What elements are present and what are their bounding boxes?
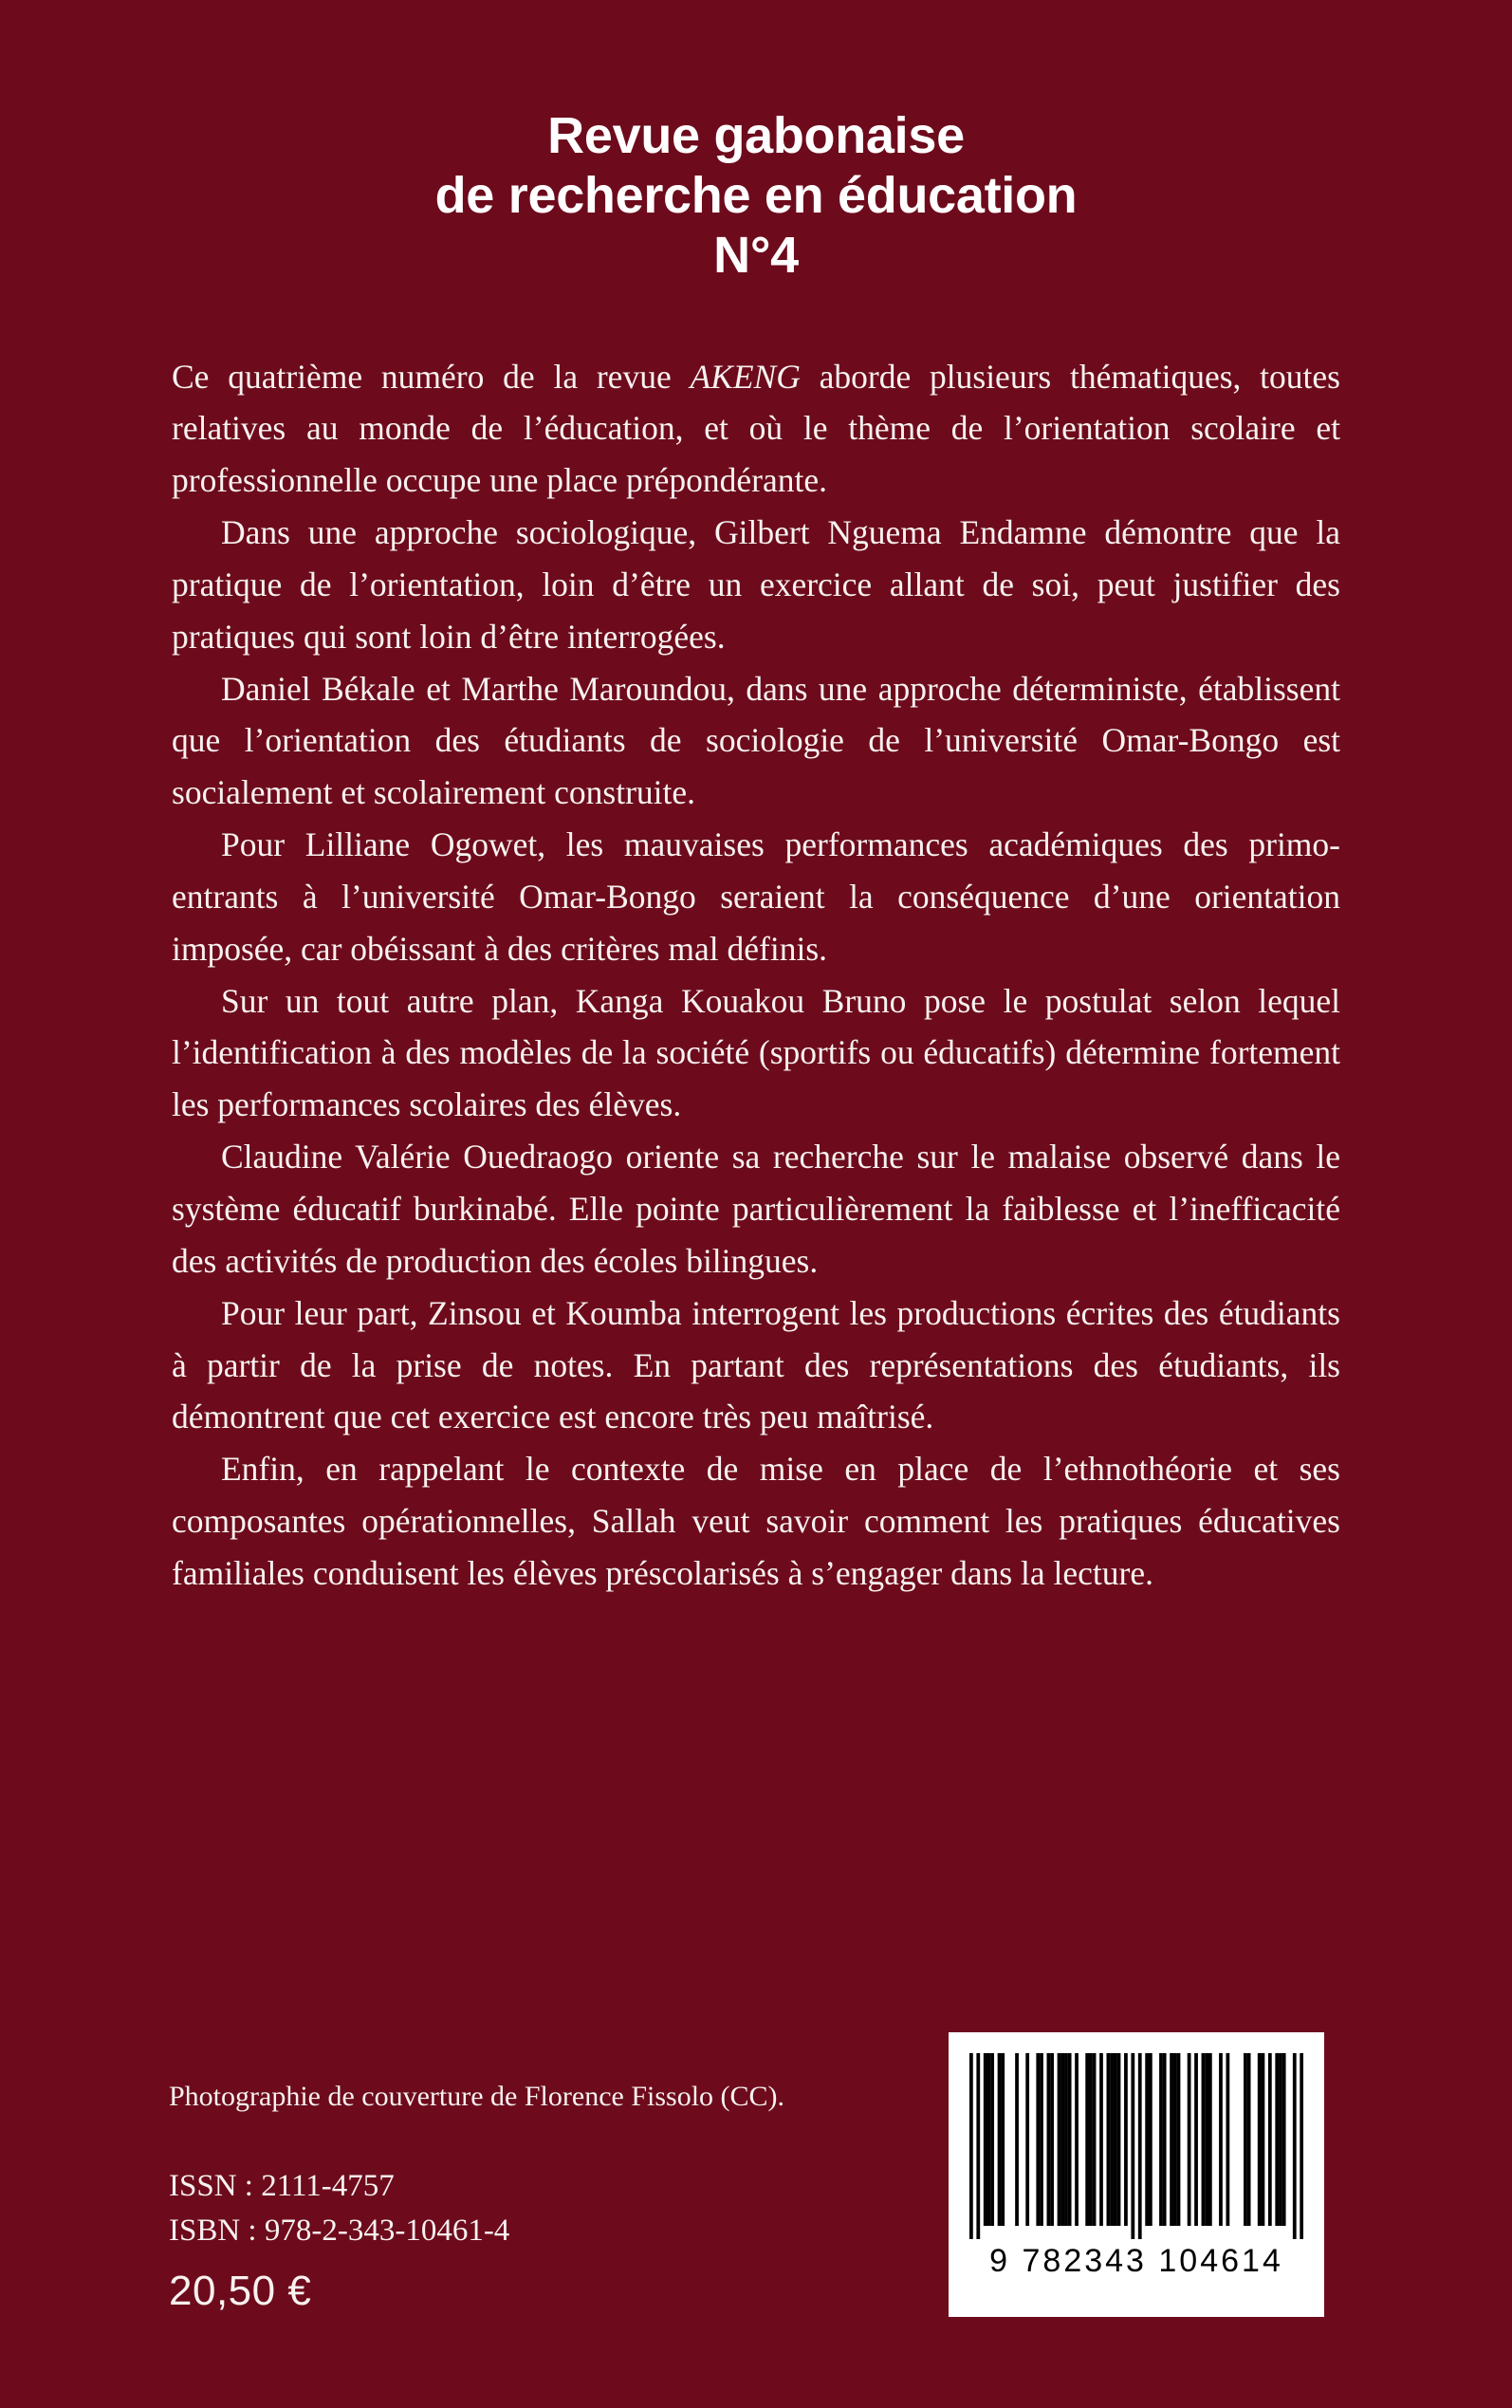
barcode-bars-icon xyxy=(969,2053,1303,2239)
cover-photo-credit: Photographie de couverture de Florence Fissolo (CC). xyxy=(169,2081,785,2113)
blurb-paragraph-4: Pour Lilliane Ogowet, les mauvaises performances académiques des primo-entrants à l’université Omar-Bongo seraient la conséquence d’une orientation imposée, car obéissant à des critères mal définis. xyxy=(172,825,1340,968)
title-line-3: N°4 xyxy=(713,227,799,285)
blurb-paragraph-8: Enfin, en rappelant le contexte de mise en place de l’ethnothéorie et ses composantes opérationnelles, Sallah veut savoir comment les pratiques éducatives familiales conduisent les élèves préscolarisés à s’engager dans la lecture. xyxy=(172,1450,1340,1592)
barcode xyxy=(949,2032,1324,2317)
blurb-paragraph-1 xyxy=(172,351,1340,508)
blurb-paragraph-5: Sur un tout autre plan, Kanga Kouakou Bruno pose le postulat selon lequel l’identification à des modèles de la société (sportifs ou éducatifs) détermine fortement les performances scolaires des élèves. xyxy=(172,981,1340,1124)
blurb-text xyxy=(172,351,1340,1600)
blurb-paragraph-2: Dans une approche sociologique, Gilbert Nguema Endamne démontre que la pratique de l’orientation, loin d’être un exercice allant de soi, peut justifier des pratiques qui sont loin d’être interrogées. xyxy=(172,513,1340,656)
blurb-p1-segment-2: aborde plusieurs thématiques, toutes relatives au monde de l’éducation, et où le thème de l’orientation scolaire et professionnelle occupe une place prépondérante. xyxy=(172,357,1340,500)
title-line-2: de recherche en éducation xyxy=(434,167,1078,225)
footer-metadata xyxy=(169,2078,784,2317)
isbn-line: ISBN : 978-2-343-10461-4 xyxy=(169,2214,510,2249)
blurb-paragraph-3: Daniel Békale et Marthe Maroundou, dans une approche déterministe, établissent que l’orientation des étudiants de sociologie de l’université Omar-Bongo est socialement et scolairement construite. xyxy=(172,669,1340,812)
footer xyxy=(169,2032,1398,2317)
blurb-paragraph-6: Claudine Valérie Ouedraogo oriente sa recherche sur le malaise observé dans le système éducatif burkinabé. Elle pointe particulièrement la faiblesse et l’inefficacité des activités de production des écoles bilingues. xyxy=(172,1138,1340,1280)
blurb-p1-segment-1: Ce quatrième numéro de la revue xyxy=(172,357,691,396)
journal-name-akeng: AKENG xyxy=(690,357,801,396)
title-line-1: Revue gabonaise xyxy=(547,107,965,164)
blurb-paragraph-7: Pour leur part, Zinsou et Koumba interrogent les productions écrites des étudiants à partir de la prise de notes. En partant des représentations des étudiants, ils démontrent que cet exercice est encore très peu maîtrisé. xyxy=(172,1293,1340,1436)
page-title xyxy=(0,106,1512,287)
issn-line: ISSN : 2111-4757 xyxy=(169,2169,395,2204)
barcode-digits: 9 782343 104614 xyxy=(989,2243,1283,2279)
price-label: 20,50 € xyxy=(169,2268,312,2315)
